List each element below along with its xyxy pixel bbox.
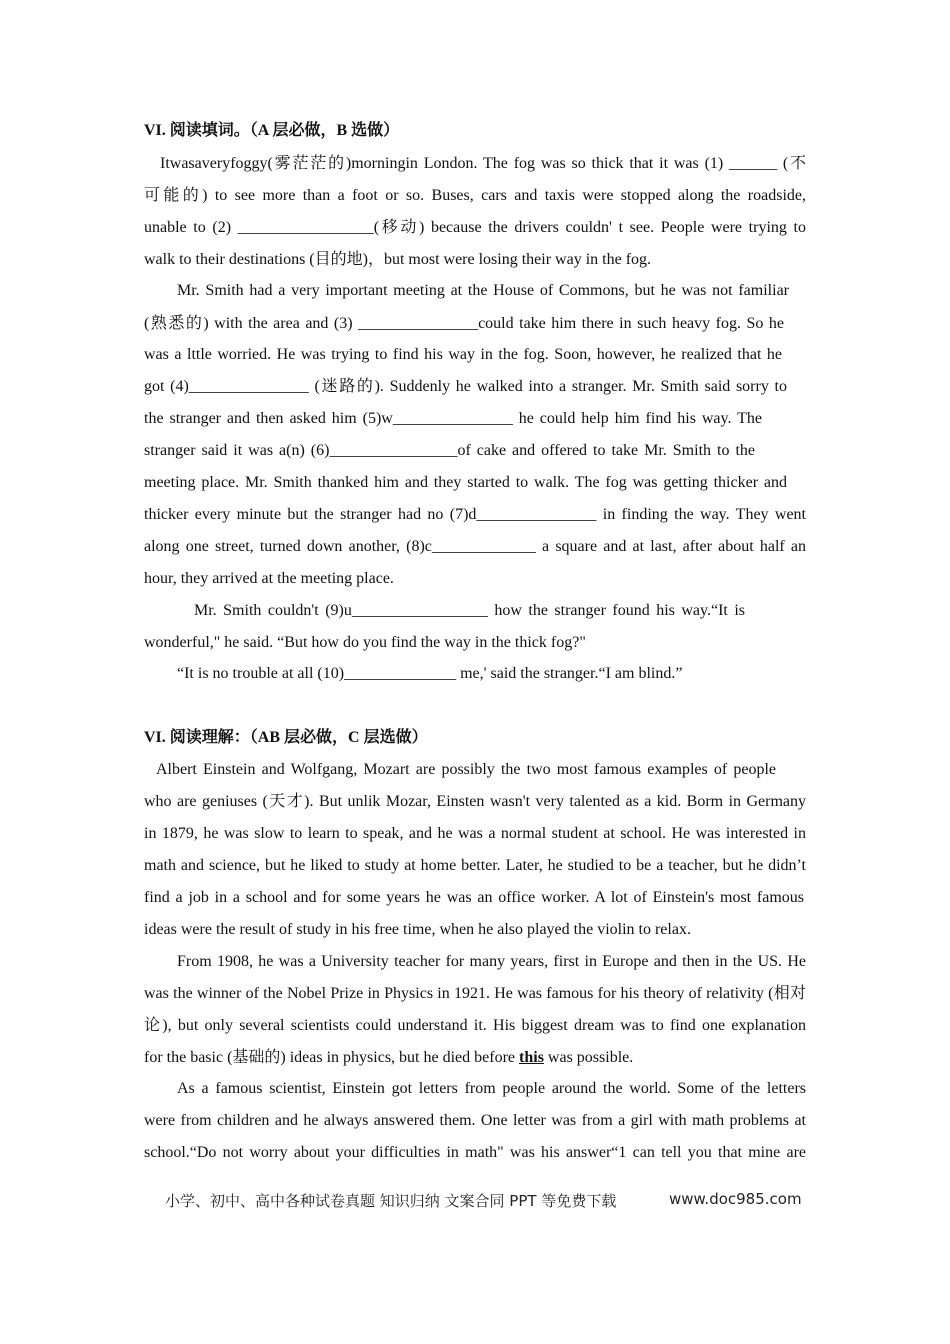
passage1-line: “It is no trouble at all (10)______________ me,' said the stranger.“I am blind.” (177, 665, 683, 682)
section2-heading: VI. 阅读理解：（AB 层必做，C 层选做） (144, 729, 428, 746)
passage2-line: was the winner of the Nobel Prize in Physics in 1921. He was famous for his theory of relativity (相对 (144, 985, 806, 1002)
footer-text: 小学、初中、高中各种试卷真题 知识归纳 文案合同 PPT 等免费下载 (165, 1192, 617, 1210)
passage1-line: Itwasaveryfoggy(雾茫茫的)morningin London. The fog was so thick that it was (1) ______ (不 (160, 155, 806, 172)
passage2-line: Albert Einstein and Wolfgang, Mozart are possibly the two most famous examples of people (156, 761, 776, 778)
passage2-line: who are geniuses (天才). But unlik Mozar, Einsten wasn't very talented as a kid. Borm in Germany (144, 793, 806, 810)
passage1-line: unable to (2) _________________(移动) because the drivers couldn' t see. People were trying to (144, 219, 806, 236)
passage2-line: find a job in a school and for some years he was an office worker. A lot of Einstein's most famous (144, 889, 804, 906)
passage2-line (144, 1048, 806, 1068)
passage1-line: thicker every minute but the stranger had no (7)d_______________ in finding the way. They went (144, 506, 806, 523)
passage1-line: Mr. Smith couldn't (9)u_________________ how the stranger found his way.“It is (194, 602, 745, 619)
passage1-line: stranger said it was a(n) (6)________________of cake and offered to take Mr. Smith to the (144, 442, 755, 459)
passage1-line: along one street, turned down another, (8)c_____________ a square and at last, after about half an (144, 538, 806, 555)
passage2-line: were from children and he always answered them. One letter was from a girl with math problems at (144, 1112, 806, 1129)
passage2-line: in 1879, he was slow to learn to speak, and he was a normal student at school. He was interested in (144, 825, 806, 842)
passage2-line: ideas were the result of study in his free time, when he also played the violin to relax. (144, 921, 691, 938)
passage1-line: got (4)_______________ (迷路的). Suddenly he walked into a stranger. Mr. Smith said sorry to (144, 378, 787, 395)
passage1-line: walk to their destinations (目的地)，but most were losing their way in the fog. (144, 251, 652, 268)
passage2-line: As a famous scientist, Einstein got letters from people around the world. Some of the letters (177, 1080, 806, 1097)
emphasized-word: this (519, 1049, 544, 1066)
passage2-line: From 1908, he was a University teacher for many years, first in Europe and then in the US. He (177, 953, 806, 970)
passage1-line: (熟悉的) with the area and (3) _______________could take him there in such heavy fog. So he (144, 315, 784, 332)
text: for the basic (基础的) ideas in physics, but he died before (144, 1049, 520, 1066)
passage1-line: was a lttle worried. He was trying to find his way in the fog. Soon, however, he realized that he (144, 346, 782, 363)
passage1-line: 可能的) to see more than a foot or so. Buses, cars and taxis were stopped along the roadside, (144, 187, 806, 204)
section1-heading: VI. 阅读填词。（A 层必做，B 选做） (144, 122, 400, 139)
footer-url[interactable]: www.doc985.com (669, 1190, 802, 1208)
text: was possible. (543, 1049, 634, 1066)
passage2-line: math and science, but he liked to study at home better. Later, he studied to be a teacher, but he didn’t (144, 857, 806, 874)
passage2-line: school.“Do not worry about your difficulties in math" was his answer“1 can tell you that mine are (144, 1144, 806, 1161)
page-footer (165, 1190, 802, 1211)
passage2-line: 论), but only several scientists could understand it. His biggest dream was to find one explanation (144, 1017, 806, 1034)
passage1-line: the stranger and then asked him (5)w_______________ he could help him find his way. The (144, 410, 762, 427)
passage1-line: hour, they arrived at the meeting place. (144, 570, 394, 587)
passage1-line: Mr. Smith had a very important meeting at the House of Commons, but he was not familiar (177, 282, 789, 299)
passage1-line: meeting place. Mr. Smith thanked him and they started to walk. The fog was getting thicker and (144, 474, 787, 491)
passage1-line: wonderful," he said. “But how do you find the way in the thick fog?" (144, 634, 586, 651)
